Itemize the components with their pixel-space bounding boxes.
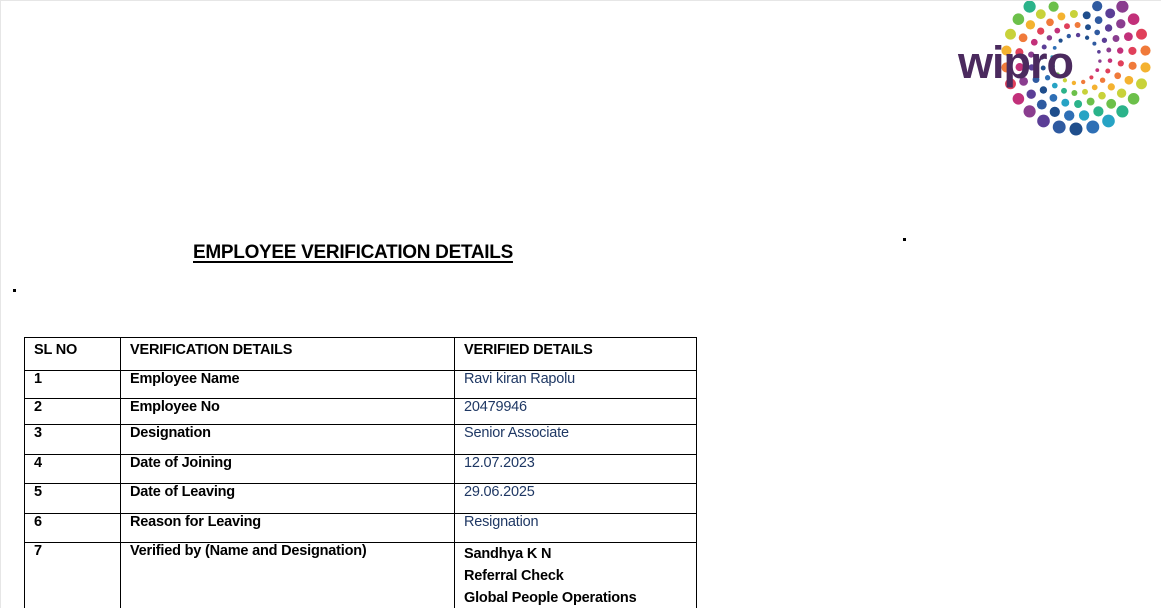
logo-dot [1046, 18, 1054, 26]
logo-dot [1053, 121, 1066, 134]
logo-dot [1117, 47, 1123, 53]
table-row [25, 543, 697, 608]
row-sl-number: 3 [25, 425, 121, 455]
logo-dot [1085, 36, 1089, 40]
wipro-logo [951, 1, 1161, 146]
row-label: Employee Name [121, 371, 455, 399]
row-value: 29.06.2025 [455, 484, 697, 514]
logo-dot [1098, 59, 1101, 62]
row-sl-number: 5 [25, 484, 121, 514]
logo-dot [1092, 42, 1096, 46]
row-label: Employee No [121, 399, 455, 425]
logo-dot [1075, 22, 1081, 28]
verifier-name: Sandhya K N [464, 546, 552, 562]
logo-dot [1061, 88, 1067, 94]
logo-dot [1036, 9, 1046, 19]
logo-dot [1106, 99, 1116, 109]
logo-dot [1095, 16, 1103, 24]
logo-dot [1124, 32, 1133, 41]
logo-dot [1094, 30, 1100, 36]
logo-dot [1026, 89, 1035, 98]
table-row [25, 514, 697, 543]
logo-dot [1118, 60, 1124, 66]
logo-dot [1061, 99, 1069, 107]
logo-dot [1098, 92, 1106, 100]
header-sl-no: SL NO [25, 338, 121, 371]
logo-dot [1125, 76, 1134, 85]
row-sl-number: 6 [25, 514, 121, 543]
row-value: Ravi kiran Rapolu [455, 371, 697, 399]
logo-dot [1093, 106, 1103, 116]
logo-dot [1076, 33, 1080, 37]
table-row [25, 371, 697, 399]
logo-dot [1129, 62, 1137, 70]
verifier-details [455, 543, 697, 608]
logo-dot [1116, 19, 1125, 28]
logo-dot [1108, 83, 1115, 90]
verifier-department: Global People Operations [464, 590, 637, 606]
logo-dot [1082, 89, 1088, 95]
stray-mark [13, 289, 16, 292]
logo-dot [1083, 11, 1091, 19]
logo-dot [1054, 28, 1060, 34]
logo-dot [1070, 10, 1078, 18]
logo-dot [1085, 24, 1091, 30]
logo-dot [1128, 13, 1140, 25]
logo-dot [1140, 62, 1150, 72]
logo-dot [1087, 98, 1095, 106]
row-label: Date of Joining [121, 455, 455, 484]
logo-dot [1079, 110, 1089, 120]
logo-dot [1116, 105, 1128, 117]
document-title: EMPLOYEE VERIFICATION DETAILS [193, 242, 513, 263]
logo-dot [1095, 68, 1099, 72]
logo-dot [1089, 75, 1093, 79]
stray-mark [903, 238, 906, 241]
logo-dot [1136, 29, 1147, 40]
logo-dot [1070, 123, 1083, 136]
row-sl-number: 7 [25, 543, 121, 608]
logo-dot [1071, 90, 1077, 96]
logo-dot [1092, 1, 1102, 11]
logo-dot [1037, 27, 1044, 34]
logo-dot [1064, 110, 1074, 120]
row-label: Reason for Leaving [121, 514, 455, 543]
logo-dot [1064, 23, 1070, 29]
logo-dot [1114, 72, 1121, 79]
logo-dot [1057, 12, 1065, 20]
logo-dot [1037, 100, 1047, 110]
row-sl-number: 4 [25, 455, 121, 484]
table-row [25, 484, 697, 514]
logo-dot [1097, 50, 1101, 54]
table-header-row [25, 338, 697, 371]
logo-dot [1128, 47, 1136, 55]
wipro-logo-text: wipro [958, 37, 1073, 88]
verifier-team: Referral Check [464, 568, 564, 584]
logo-dot [1037, 115, 1050, 128]
wipro-logo-graphic [951, 1, 1161, 146]
logo-dot [1100, 77, 1105, 82]
logo-dot [1102, 38, 1107, 43]
logo-dot [1102, 115, 1115, 128]
row-label: Designation [121, 425, 455, 455]
table-row [25, 399, 697, 425]
logo-dot [1105, 24, 1112, 31]
logo-dot [1050, 94, 1058, 102]
logo-dot [1116, 1, 1128, 13]
logo-dot [1105, 8, 1115, 18]
logo-dot [1024, 105, 1036, 117]
logo-dot [1108, 58, 1113, 63]
logo-dot [1081, 80, 1085, 84]
row-sl-number: 2 [25, 399, 121, 425]
logo-dot [1128, 93, 1140, 105]
header-verified-details: VERIFIED DETAILS [455, 338, 697, 371]
logo-dot [1049, 2, 1059, 12]
row-value: Senior Associate [455, 425, 697, 455]
logo-dot [1086, 121, 1099, 134]
logo-dot [1024, 1, 1036, 13]
logo-dot [1113, 35, 1120, 42]
header-verification-details: VERIFICATION DETAILS [121, 338, 455, 371]
row-value: 12.07.2023 [455, 455, 697, 484]
verification-table [24, 337, 697, 608]
logo-dot [1074, 100, 1082, 108]
logo-dot [1106, 48, 1111, 53]
logo-dot [1105, 68, 1110, 73]
table-row [25, 425, 697, 455]
logo-dot [1140, 46, 1150, 56]
row-label: Date of Leaving [121, 484, 455, 514]
logo-dot [1026, 20, 1035, 29]
row-label: Verified by (Name and Designation) [121, 543, 455, 608]
row-value: Resignation [455, 514, 697, 543]
logo-dot [1050, 107, 1060, 117]
logo-dot [1117, 89, 1126, 98]
table-row [25, 455, 697, 484]
logo-dot [1013, 93, 1025, 105]
logo-dot [1136, 78, 1147, 89]
row-value: 20479946 [455, 399, 697, 425]
logo-dot [1092, 85, 1098, 91]
row-sl-number: 1 [25, 371, 121, 399]
logo-dot [1013, 13, 1025, 25]
